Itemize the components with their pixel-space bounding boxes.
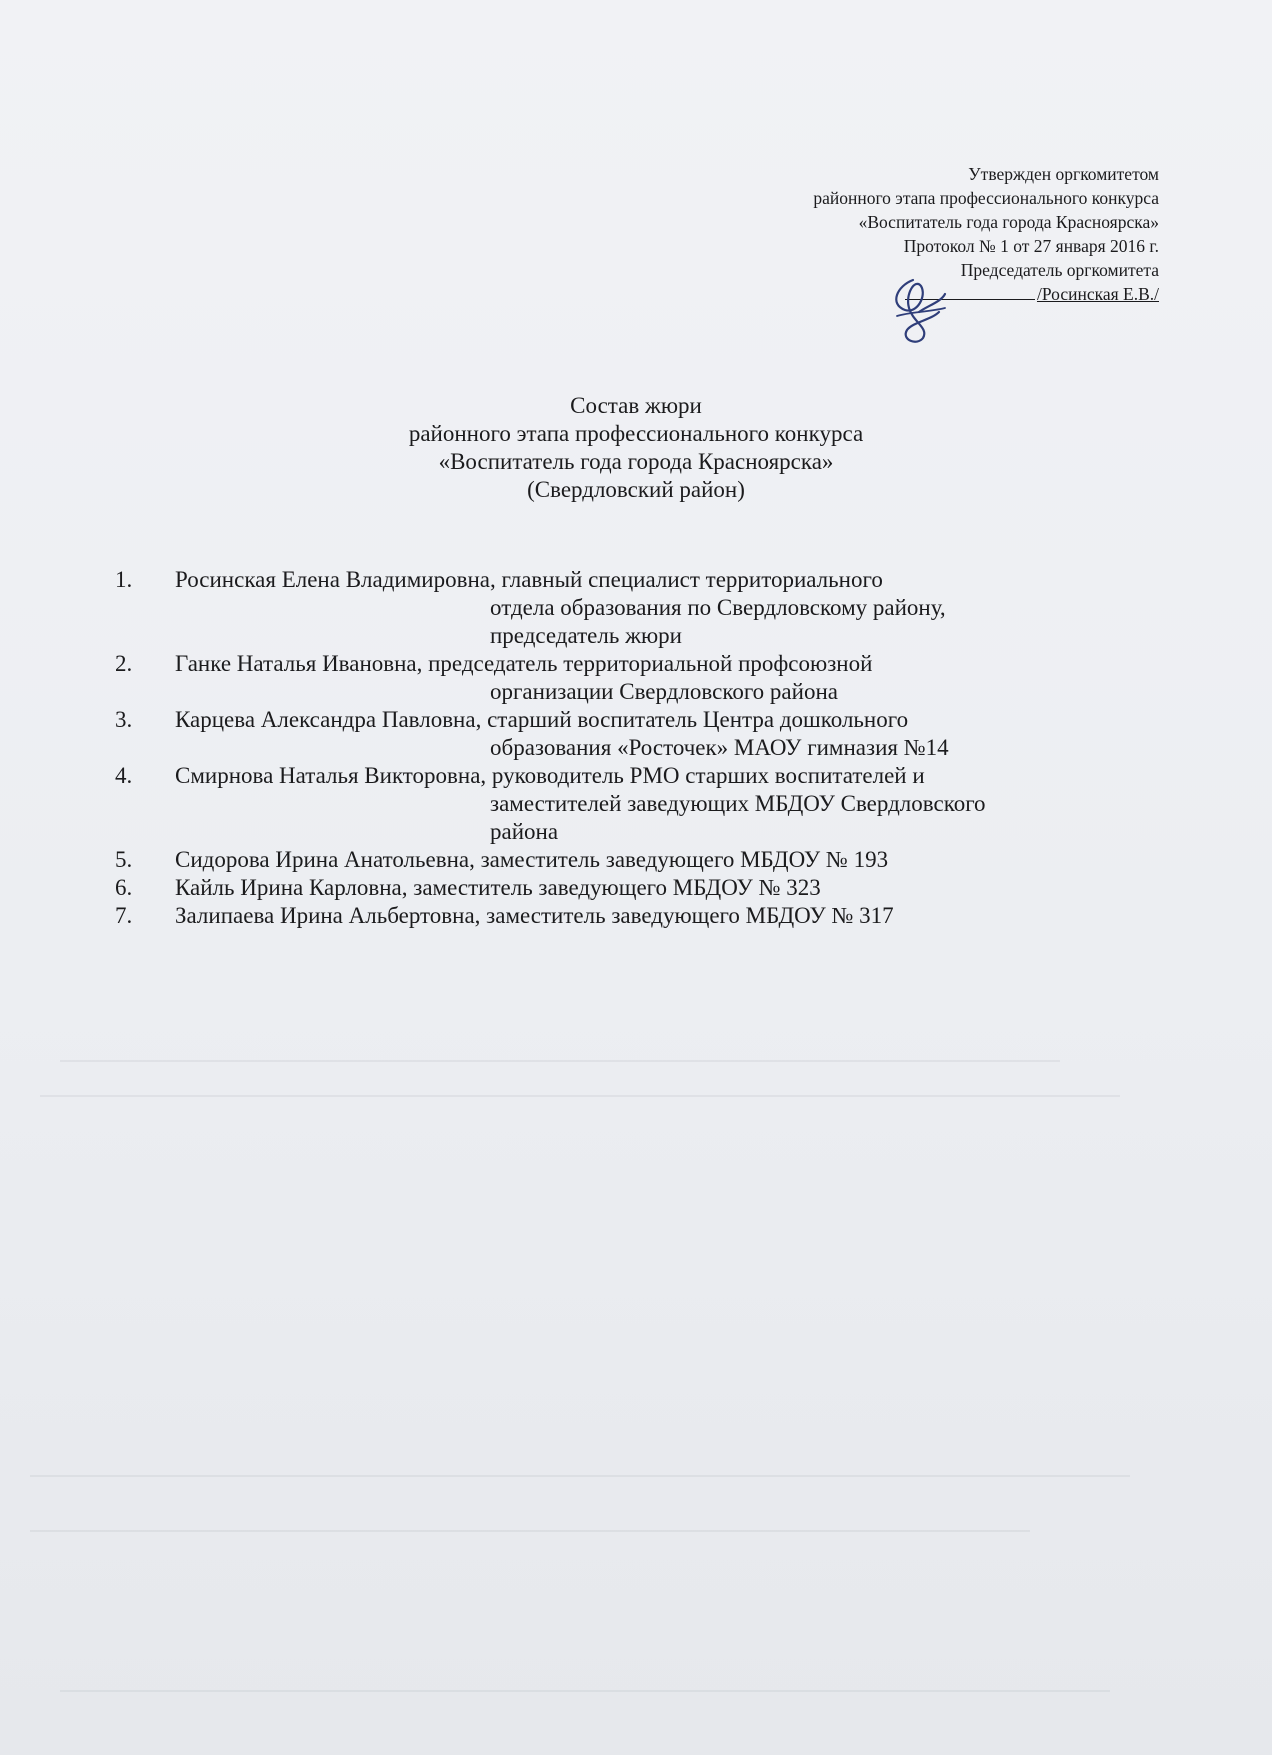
list-item-number: 4. xyxy=(115,763,133,788)
approval-protocol: Протокол № 1 от 27 января 2016 г. xyxy=(903,236,1159,256)
scan-artifact xyxy=(60,1060,1060,1062)
title-line: (Свердловский район) xyxy=(527,477,745,502)
scan-artifact xyxy=(30,1475,1130,1477)
list-item-text: Ганке Наталья Ивановна, председатель территориальной профсоюзной xyxy=(175,651,873,676)
handwritten-signature xyxy=(883,272,963,352)
list-item-continuation: заместителей заведующих МБДОУ Свердловского xyxy=(490,791,986,816)
list-item xyxy=(115,706,1165,762)
list-item-number: 6. xyxy=(115,875,133,900)
list-item-number: 5. xyxy=(115,847,133,872)
list-item xyxy=(115,846,1165,874)
list-item xyxy=(115,902,1165,930)
list-item-number: 7. xyxy=(115,903,133,928)
list-item-text: Росинская Елена Владимировна, главный специалист территориального xyxy=(175,567,883,592)
list-item-continuation: района xyxy=(490,819,559,844)
list-item-text: Кайль Ирина Карловна, заместитель заведующего МБДОУ № 323 xyxy=(175,875,821,900)
list-item-continuation: отдела образования по Свердловскому району, xyxy=(490,595,946,620)
list-item-number: 2. xyxy=(115,651,133,676)
list-item xyxy=(115,762,1165,846)
list-item xyxy=(115,650,1165,706)
approval-line: Утвержден оргкомитетом xyxy=(968,164,1159,184)
title-line: Состав жюри xyxy=(570,393,702,418)
list-item-text: Сидорова Ирина Анатольевна, заместитель заведующего МБДОУ № 193 xyxy=(175,847,889,872)
title-line: «Воспитатель года города Красноярска» xyxy=(438,449,834,474)
scan-artifact xyxy=(30,1530,1030,1532)
list-item-continuation: организации Свердловского района xyxy=(490,679,838,704)
approval-block xyxy=(813,162,1159,306)
list-item-number: 1. xyxy=(115,567,133,592)
list-item-continuation: председатель жюри xyxy=(490,623,682,648)
document-title xyxy=(0,392,1272,504)
list-item-text: Смирнова Наталья Викторовна, руководитель РМО старших воспитателей и xyxy=(175,763,925,788)
scan-artifact xyxy=(60,1690,1110,1692)
jury-list xyxy=(115,566,1165,930)
list-item-text: Карцева Александра Павловна, старший воспитатель Центра дошкольного xyxy=(175,707,909,732)
approval-chair-label: Председатель оргкомитета xyxy=(960,260,1159,280)
title-line: районного этапа профессионального конкурса xyxy=(408,421,864,446)
list-item-text: Залипаева Ирина Альбертовна, заместитель заведующего МБДОУ № 317 xyxy=(175,903,894,928)
list-item xyxy=(115,874,1165,902)
scan-artifact xyxy=(40,1095,1120,1097)
signatory-name: /Росинская Е.В./ xyxy=(1036,284,1159,304)
signature-line xyxy=(813,282,1159,306)
approval-line: районного этапа профессионального конкурса xyxy=(813,188,1159,208)
list-item-number: 3. xyxy=(115,707,133,732)
list-item xyxy=(115,566,1165,650)
approval-line: «Воспитатель года города Красноярска» xyxy=(858,212,1159,232)
list-item-continuation: образования «Росточек» МАОУ гимназия №14 xyxy=(490,735,949,760)
